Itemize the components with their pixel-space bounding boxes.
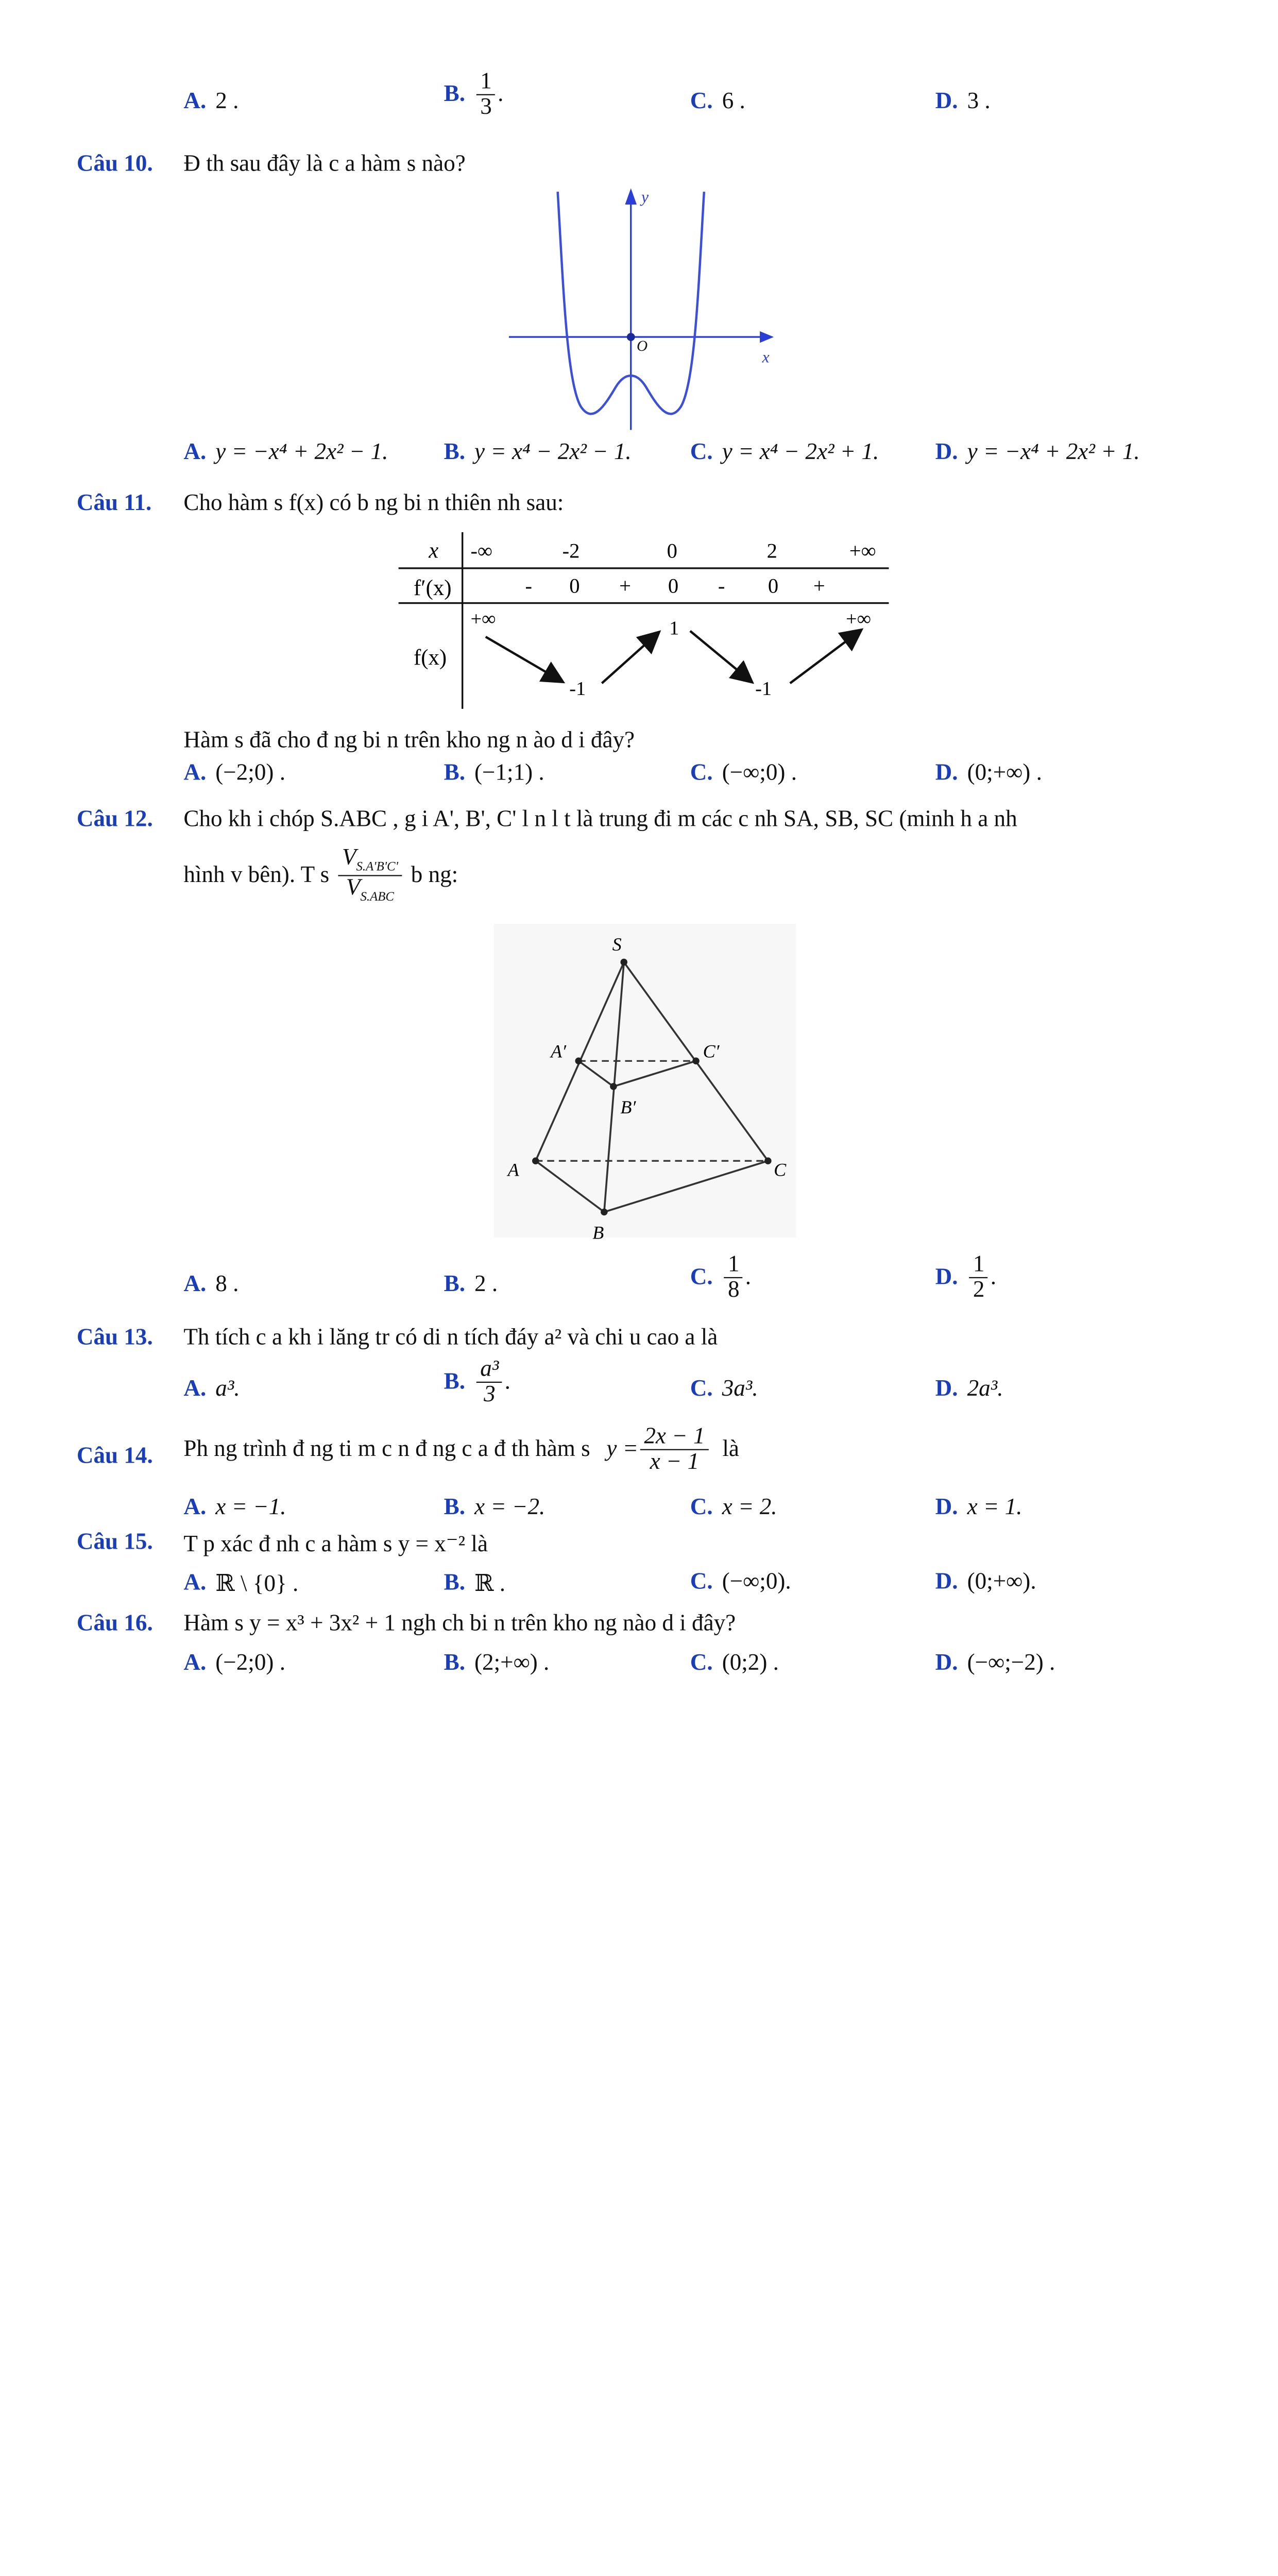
function-lhs: y = (606, 1436, 639, 1462)
option-label: D. (935, 439, 958, 465)
q13-text: Th tích c a kh i lăng tr có di n tích đáy a² và chi u cao a là (183, 1325, 718, 1350)
option-value: 3 . (967, 88, 991, 114)
option-value: y = −x⁴ + 2x² − 1. (215, 439, 388, 465)
option-value: (−∞;0) . (722, 760, 797, 786)
option-label: A. (183, 1271, 207, 1297)
option-value: (2;+∞) . (474, 1650, 550, 1676)
option-label: A. (183, 439, 207, 465)
x-value: -∞ (470, 539, 492, 563)
fp-sign: + (813, 574, 825, 598)
option-value: y = x⁴ − 2x² − 1. (474, 439, 632, 465)
f-value: -1 (755, 677, 772, 700)
vertex-label: C (774, 1159, 787, 1180)
fraction-denominator: x − 1 (650, 1449, 700, 1475)
q9-option-c[interactable] (690, 88, 745, 115)
option-label: A. (183, 1494, 207, 1520)
fraction (724, 1252, 743, 1302)
option-value: (−1;1) . (474, 760, 544, 786)
option-label: B. (444, 81, 465, 107)
subscript: S.A'B'C' (356, 860, 398, 874)
q15-option-a[interactable] (183, 1569, 298, 1598)
y-axis-label: y (641, 188, 649, 206)
vertex-point (620, 959, 627, 966)
table-x-label: x (429, 538, 439, 563)
option-value: y = x⁴ − 2x² + 1. (722, 439, 879, 465)
q12-text-line2 (183, 846, 458, 904)
q16-option-b[interactable] (444, 1650, 550, 1677)
q10-option-b[interactable] (444, 439, 632, 466)
q13-option-b[interactable] (444, 1357, 510, 1407)
q10-option-d[interactable] (935, 439, 1140, 466)
fraction (477, 70, 496, 120)
option-label: C. (690, 760, 713, 786)
option-label: A. (183, 88, 207, 114)
subscript: S.ABC (360, 889, 394, 904)
fp-sign: - (525, 574, 533, 598)
fraction (477, 1357, 503, 1407)
vertex-point (610, 1083, 617, 1090)
q13-number: Câu 13. (76, 1325, 153, 1350)
option-label: B. (444, 1494, 465, 1520)
q16-number: Câu 16. (76, 1611, 153, 1636)
option-label: C. (690, 439, 713, 465)
fraction-denominator (343, 876, 398, 904)
q12-text: Cho kh i chóp S.ABC , g i A', B', C' l n l t là trung đi m các c nh SA, SB, SC (minh h a nh (183, 806, 1017, 832)
option-value: 2 . (474, 1271, 498, 1297)
q16-text: Hàm s y = x³ + 3x² + 1 ngh ch bi n trên kho ng nào d i đây? (183, 1611, 736, 1636)
x-value: 2 (766, 539, 777, 563)
vertex-label: C′ (703, 1041, 720, 1062)
q12-option-b[interactable] (444, 1272, 498, 1298)
option-value: y = −x⁴ + 2x² + 1. (967, 439, 1140, 465)
option-value: ℝ \ {0} . (215, 1571, 299, 1597)
option-value: x = 2. (722, 1494, 777, 1520)
q12-option-d[interactable] (935, 1252, 996, 1302)
q12-number: Câu 12. (76, 806, 153, 832)
vertex-label: S (612, 934, 622, 955)
fraction-denominator: 3 (480, 94, 492, 120)
q13-option-a[interactable] (183, 1376, 240, 1403)
fraction (969, 1252, 988, 1302)
q14-option-c[interactable] (690, 1495, 777, 1521)
vertex-label: B (592, 1222, 604, 1243)
option-label: D. (935, 88, 958, 114)
q11-option-b[interactable] (444, 760, 544, 787)
text-fragment: là (722, 1436, 739, 1462)
option-label: D. (935, 1494, 958, 1520)
q10-option-c[interactable] (690, 439, 879, 466)
option-label: C. (690, 1376, 713, 1402)
fraction-numerator: 1 (477, 70, 496, 95)
option-value: x = −1. (215, 1494, 286, 1520)
q14-text (183, 1425, 739, 1475)
option-value: 2a³. (967, 1376, 1003, 1402)
q16-option-a[interactable] (183, 1650, 285, 1677)
q11-number: Câu 11. (76, 490, 152, 516)
option-label: D. (935, 1568, 958, 1595)
option-label: C. (690, 1494, 713, 1520)
option-value: (−∞;−2) . (967, 1650, 1055, 1676)
q13-option-d[interactable] (935, 1376, 1003, 1403)
pyramid-figure (494, 924, 796, 1255)
q9-option-b[interactable] (444, 70, 504, 120)
option-value: (0;+∞). (967, 1568, 1036, 1595)
option-label: C. (690, 88, 713, 114)
text-fragment: Ph ng trình đ ng ti m c n đ ng c a đ th hàm s (183, 1436, 590, 1462)
q15-option-b[interactable] (444, 1569, 505, 1598)
decrease-arrow-icon (690, 631, 751, 681)
option-value: (−∞;0). (722, 1568, 791, 1595)
volume-symbol: V (342, 844, 356, 871)
option-value: a³. (215, 1376, 240, 1402)
q10-graph (500, 183, 790, 433)
figure-background (494, 924, 796, 1238)
option-label: D. (935, 1264, 958, 1290)
option-label: A. (183, 1570, 207, 1596)
vertex-point (532, 1157, 539, 1164)
q14-option-a[interactable] (183, 1495, 286, 1521)
x-value: 0 (667, 539, 677, 563)
x-value: -2 (562, 539, 580, 563)
option-label: B. (444, 1271, 465, 1297)
q10-option-a[interactable] (183, 439, 388, 466)
fraction-numerator (338, 846, 402, 876)
fp-sign: 0 (768, 574, 779, 598)
q15-text: T p xác đ nh c a hàm s y = x⁻² là (183, 1531, 488, 1557)
option-label: B. (444, 1368, 465, 1395)
fraction-numerator: 1 (724, 1252, 743, 1278)
fraction-denominator: 2 (973, 1277, 985, 1303)
q11-text: Cho hàm s f(x) có b ng bi n thiên nh sau: (183, 490, 564, 516)
vertex-point (692, 1058, 700, 1065)
q11-option-c[interactable] (690, 760, 797, 787)
option-value: x = −2. (474, 1494, 546, 1520)
option-label: B. (444, 1570, 465, 1596)
f-value: -1 (569, 677, 586, 700)
q14-option-b[interactable] (444, 1495, 546, 1521)
q14-number: Câu 14. (76, 1443, 153, 1469)
text-fragment: b ng: (411, 861, 458, 888)
option-label: A. (183, 1650, 207, 1676)
text-fragment: hình v bên). T s (183, 861, 330, 888)
q14-option-d[interactable] (935, 1495, 1023, 1521)
q10-text: Đ th sau đây là c a hàm s nào? (183, 151, 466, 177)
q11-option-a[interactable] (183, 760, 285, 787)
origin-point (627, 333, 635, 341)
option-tail: . (990, 1264, 996, 1290)
q16-option-d[interactable] (935, 1650, 1055, 1677)
fraction-numerator: a³ (477, 1357, 503, 1383)
q12-option-a[interactable] (183, 1272, 238, 1298)
vertex-label: A′ (551, 1041, 567, 1062)
volume-symbol: V (346, 874, 361, 900)
option-value: 3a³. (722, 1376, 758, 1402)
table-fp-label: f′(x) (413, 575, 452, 600)
q11-question: Hàm s đã cho đ ng bi n trên kho ng n ào d i đây? (183, 727, 635, 753)
x-axis-label: x (762, 348, 770, 366)
option-label: B. (444, 439, 465, 465)
option-label: C. (690, 1568, 713, 1595)
vertex-label: A (507, 1159, 519, 1180)
option-value: ℝ . (474, 1571, 506, 1597)
table-f-label: f(x) (413, 646, 447, 670)
fp-sign: 0 (668, 574, 679, 598)
option-label: D. (935, 1650, 958, 1676)
variation-table (395, 529, 895, 715)
increase-arrow-icon (602, 633, 657, 683)
decrease-arrow-icon (486, 637, 561, 681)
option-value: 2 . (215, 88, 239, 114)
vertex-label: B′ (620, 1096, 636, 1117)
y-axis-arrow-icon (625, 188, 637, 205)
increase-arrow-icon (790, 631, 860, 683)
option-value: 8 . (215, 1271, 239, 1297)
f-value: +∞ (470, 608, 496, 630)
option-tail: . (745, 1264, 752, 1290)
q10-number: Câu 10. (76, 151, 153, 177)
vertex-point (601, 1209, 608, 1216)
fraction-numerator: 2x − 1 (641, 1425, 709, 1450)
q16-option-c[interactable] (690, 1650, 779, 1677)
vertex-point (764, 1157, 772, 1164)
q12-option-c[interactable] (690, 1252, 751, 1302)
fraction-denominator: 8 (727, 1277, 740, 1303)
origin-label: O (637, 338, 648, 355)
q15-number: Câu 15. (76, 1529, 153, 1555)
volume-ratio (338, 846, 402, 904)
option-value: x = 1. (967, 1494, 1023, 1520)
option-label: C. (690, 1264, 713, 1290)
option-label: C. (690, 1650, 713, 1676)
option-label: B. (444, 760, 465, 786)
option-value: (−2;0) . (215, 760, 285, 786)
f-value: 1 (669, 617, 679, 639)
fraction-numerator: 1 (969, 1252, 988, 1278)
fp-sign: + (619, 574, 632, 598)
option-value: (0;+∞) . (967, 760, 1042, 786)
q15-option-d[interactable] (935, 1569, 1036, 1596)
option-label: A. (183, 1376, 207, 1402)
fp-sign: - (718, 574, 725, 598)
option-value: (−2;0) . (215, 1650, 285, 1676)
option-tail: . (504, 1368, 510, 1395)
option-value: (0;2) . (722, 1650, 779, 1676)
vertex-point (575, 1058, 582, 1065)
q9-option-a[interactable] (183, 88, 238, 115)
function-fraction (641, 1425, 709, 1475)
x-axis-arrow-icon (760, 331, 774, 343)
fp-sign: 0 (569, 574, 580, 598)
f-value: +∞ (846, 608, 871, 630)
option-label: D. (935, 760, 958, 786)
q11-option-d[interactable] (935, 760, 1042, 787)
q9-option-d[interactable] (935, 88, 991, 115)
option-label: A. (183, 760, 207, 786)
x-value: +∞ (849, 539, 876, 563)
q15-option-c[interactable] (690, 1569, 791, 1596)
fraction-denominator: 3 (484, 1381, 496, 1408)
option-label: D. (935, 1376, 958, 1402)
option-label: B. (444, 1650, 465, 1676)
q13-option-c[interactable] (690, 1376, 758, 1403)
option-tail: . (498, 81, 504, 107)
option-value: 6 . (722, 88, 745, 114)
